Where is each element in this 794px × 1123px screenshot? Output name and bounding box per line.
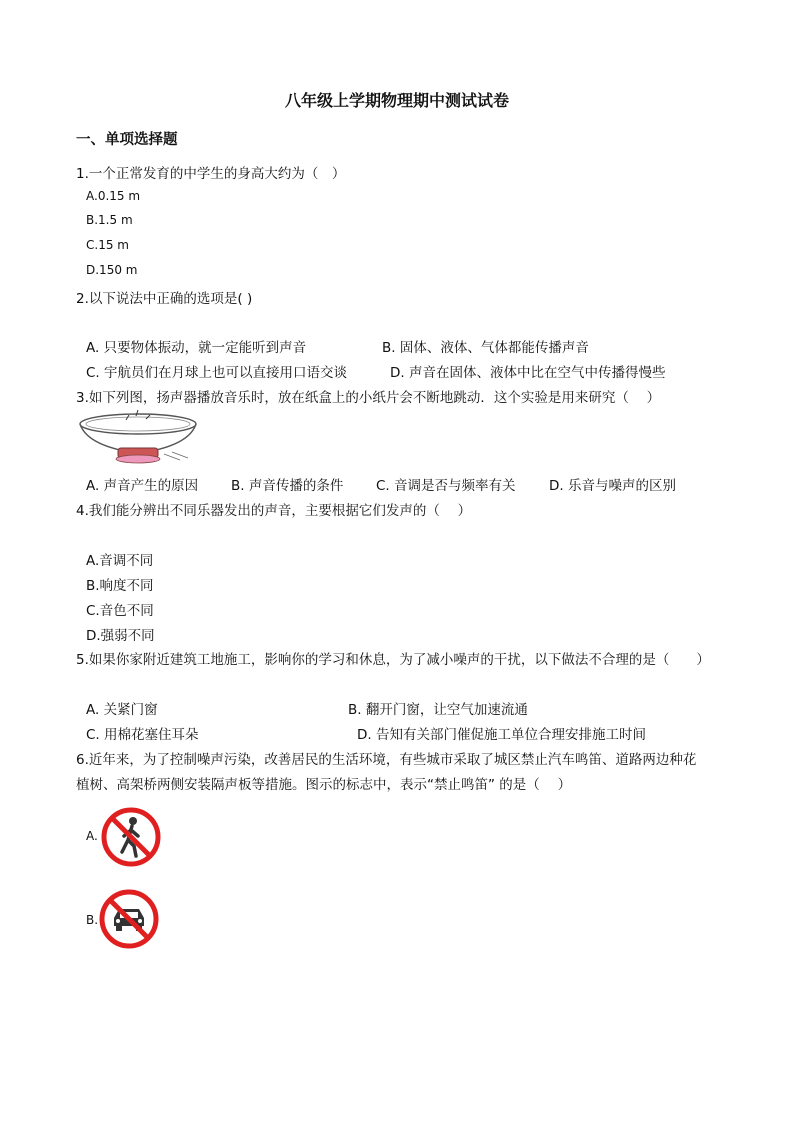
q4-option-c: C.音色不同 [86,603,154,619]
q3-option-d: D. 乐音与噪声的区别 [549,478,676,494]
question-1: 1.一个正常发育的中学生的身高大约为（ ） [76,166,346,182]
q3-option-c: C. 音调是否与频率有关 [376,478,516,494]
question-3: 3.如下列图，扬声器播放音乐时，放在纸盒上的小纸片会不断地跳动．这个实验是用来研究（ ） [76,390,661,406]
q1-option-d: D.150 m [86,263,138,277]
question-4: 4.我们能分辨出不同乐器发出的声音，主要根据它们发声的（ ） [76,503,472,519]
q4-option-a: A.音调不同 [86,553,154,569]
q4-option-d: D.强弱不同 [86,628,155,644]
q5-option-a: A. 关紧门窗 [86,702,158,718]
q2-option-a: A. 只要物体振动，就一定能听到声音 [86,340,307,356]
question-6-line-2: 植树、高架桥两侧安装隔声板等措施。图示的标志中，表示“禁止鸣笛” 的是（ ） [76,777,572,793]
no-car-sign-icon [98,888,160,950]
no-pedestrian-sign-icon [100,806,162,868]
q2-option-c: C. 宇航员们在月球上也可以直接用口语交谈 [86,365,348,381]
question-5: 5.如果你家附近建筑工地施工，影响你的学习和休息，为了减小噪声的干扰，以下做法不合理的是（ ） [76,652,710,668]
q5-option-b: B. 翻开门窗，让空气加速流通 [348,702,528,718]
q3-option-a: A. 声音产生的原因 [86,478,199,494]
q2-option-b: B. 固体、液体、气体都能传播声音 [382,340,589,356]
q6-option-b: B. [86,913,99,927]
question-6-line-1: 6.近年来，为了控制噪声污染，改善居民的生活环境，有些城市采取了城区禁止汽车鸣笛、道路两边种花 [76,752,697,768]
q6-option-a: A. [86,829,98,843]
q4-option-b: B.响度不同 [86,578,154,594]
q2-option-d: D. 声音在固体、液体中比在空气中传播得慢些 [390,365,666,381]
q3-option-b: B. 声音传播的条件 [231,478,344,494]
page-title: 八年级上学期物理期中测试试卷 [284,91,509,110]
q1-option-b: B.1.5 m [86,213,133,227]
q5-option-d: D. 告知有关部门催促施工单位合理安排施工时间 [357,727,646,743]
section-heading: 一、单项选择题 [76,132,178,148]
speaker-experiment-figure [76,408,200,470]
question-2: 2.以下说法中正确的选项是( ) [76,291,253,307]
q1-option-c: C.15 m [86,238,129,252]
q1-option-a: A.0.15 m [86,189,141,203]
q5-option-c: C. 用棉花塞住耳朵 [86,727,199,743]
